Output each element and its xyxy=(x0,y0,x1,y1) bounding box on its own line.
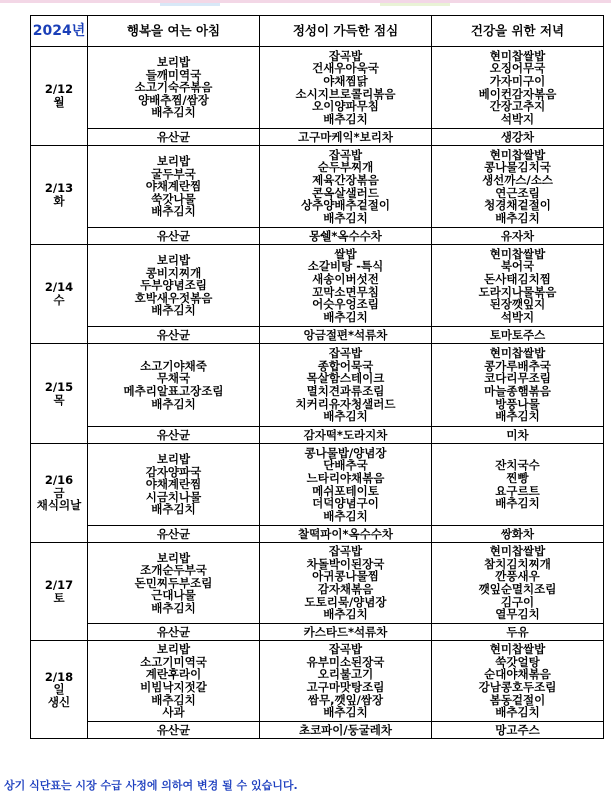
dinner-item: 콩가루배추국 xyxy=(484,358,551,373)
dinner-item: 배추김치 xyxy=(495,409,540,424)
lunch-item: 메쉬포테이토 xyxy=(312,483,379,498)
breakfast-item: 배추김치 xyxy=(151,396,196,411)
snack-row xyxy=(31,129,604,146)
dinner-item: 생선까스/소스 xyxy=(482,172,553,187)
header-row xyxy=(31,16,604,47)
day-note: 생신 xyxy=(47,694,71,709)
lunch-item: 고구마맛탕조림 xyxy=(306,680,385,694)
lunch-item: 치커리유자청샐러드 xyxy=(295,396,396,411)
breakfast-item: 조개순두부국 xyxy=(140,563,207,578)
breakfast-cell xyxy=(88,641,260,722)
breakfast-item: 계란후라이 xyxy=(145,667,202,682)
dinner-cell xyxy=(432,543,604,624)
dinner-item: 베이컨감자볶음 xyxy=(478,86,557,101)
day-row xyxy=(31,444,604,526)
snack-cell: 생강차 xyxy=(432,129,604,146)
lunch-item: 느타리야채볶음 xyxy=(306,470,385,485)
breakfast-item: 호박새우젓볶음 xyxy=(134,290,213,305)
snack-cell: 유산균 xyxy=(88,228,260,245)
lunch-cell xyxy=(260,344,432,427)
breakfast-item: 보리밥 xyxy=(156,55,191,70)
lunch-item: 꼬막소면무침 xyxy=(312,284,379,299)
dinner-item: 깻잎순멸치조림 xyxy=(478,582,557,596)
breakfast-item: 들깨미역국 xyxy=(145,67,202,82)
breakfast-item: 보리밥 xyxy=(156,550,191,565)
weekday-label: 토 xyxy=(53,590,65,605)
snack-cell: 고구마케익*보리차 xyxy=(260,129,432,146)
snack-row xyxy=(31,624,604,641)
dinner-cell xyxy=(432,444,604,526)
dinner-cell xyxy=(432,641,604,722)
lunch-item: 잡곡밥 xyxy=(328,346,363,361)
breakfast-item: 무채국 xyxy=(156,371,191,386)
dinner-item: 배추김치 xyxy=(495,496,540,511)
weekday-label: 목 xyxy=(53,392,65,407)
snack-cell: 유산균 xyxy=(88,327,260,344)
breakfast-item: 배추김치 xyxy=(151,204,196,219)
dinner-item: 배추김치 xyxy=(495,705,540,720)
lunch-item: 잡곡밥 xyxy=(328,147,363,162)
lunch-item: 종합어묵국 xyxy=(317,358,374,373)
lunch-item: 배추김치 xyxy=(323,508,368,523)
breakfast-item: 보리밥 xyxy=(156,452,191,467)
dinner-item: 간장고추지 xyxy=(489,99,546,114)
lunch-cell xyxy=(260,641,432,722)
dinner-item: 석박지 xyxy=(500,111,535,126)
breakfast-item: 근대나물 xyxy=(151,588,196,603)
dinner-item: 도라지나물볶음 xyxy=(478,284,557,299)
lunch-item: 멸치견과류조림 xyxy=(306,384,385,398)
snack-cell: 감자떡*도라지차 xyxy=(260,427,432,444)
lunch-item: 야채찜닭 xyxy=(323,73,368,88)
breakfast-item: 보리밥 xyxy=(156,154,191,169)
dinner-cell xyxy=(432,344,604,427)
dinner-item: 참치김치찌개 xyxy=(484,556,551,571)
day-cell xyxy=(31,245,88,344)
snack-cell: 찰떡파이*옥수수차 xyxy=(260,526,432,543)
lunch-item: 도토리묵/양념장 xyxy=(304,594,387,609)
year-cell: 2024년 xyxy=(31,16,88,47)
snack-cell: 두유 xyxy=(432,624,604,641)
breakfast-item: 콩비지찌개 xyxy=(145,265,202,280)
dinner-item: 찐빵 xyxy=(506,470,529,485)
dinner-item: 배추김치 xyxy=(495,210,540,225)
dinner-item: 현미찹쌀밥 xyxy=(489,246,546,261)
breakfast-item: 굴두부국 xyxy=(151,166,196,181)
breakfast-cell xyxy=(88,245,260,327)
snack-cell: 몽쉘*옥수수차 xyxy=(260,228,432,245)
menu-table xyxy=(30,15,604,739)
lunch-item: 감자채볶음 xyxy=(317,582,374,596)
dinner-item: 북어국 xyxy=(500,259,535,274)
snack-cell: 미차 xyxy=(432,427,604,444)
weekday-label: 금 xyxy=(53,485,65,500)
dinner-item: 콩나물김치국 xyxy=(484,160,551,175)
dinner-item: 연근조림 xyxy=(495,185,540,200)
dinner-item: 열무김치 xyxy=(495,607,540,622)
date-label: 2/15 xyxy=(44,379,74,394)
snack-cell: 유산균 xyxy=(88,129,260,146)
dinner-item: 코다리무조림 xyxy=(484,371,551,386)
lunch-cell xyxy=(260,543,432,624)
breakfast-item: 소고기야채죽 xyxy=(140,358,207,373)
breakfast-item: 두부양념조림 xyxy=(140,278,207,293)
day-row xyxy=(31,543,604,624)
snack-cell: 쌍화차 xyxy=(432,526,604,543)
breakfast-item: 보리밥 xyxy=(156,253,191,268)
lunch-item: 소시지브로콜리볶음 xyxy=(295,86,396,101)
breakfast-cell xyxy=(88,543,260,624)
date-label: 2/12 xyxy=(44,82,74,97)
snack-cell: 유자차 xyxy=(432,228,604,245)
day-row xyxy=(31,344,604,427)
weekday-label: 월 xyxy=(53,95,65,109)
breakfast-header: 행복을 여는 아침 xyxy=(88,16,260,47)
dinner-item: 봄동겉절이 xyxy=(489,692,546,707)
weekday-label: 일 xyxy=(53,682,65,697)
lunch-item: 소갈비탕 -특식 xyxy=(307,259,384,274)
lunch-item: 쌈무,깻잎/쌈장 xyxy=(307,692,384,707)
dinner-item: 마늘종햄볶음 xyxy=(484,384,551,398)
date-label: 2/17 xyxy=(44,577,74,592)
dinner-item: 현미찹쌀밥 xyxy=(489,544,546,559)
lunch-item: 순두부찌개 xyxy=(317,160,374,175)
breakfast-item: 사과 xyxy=(162,705,185,720)
snack-row xyxy=(31,228,604,245)
dinner-item: 현미찹쌀밥 xyxy=(489,48,546,63)
snack-cell: 망고주스 xyxy=(432,722,604,739)
snack-cell: 토마토주스 xyxy=(432,327,604,344)
day-cell xyxy=(31,641,88,739)
lunch-item: 배추김치 xyxy=(323,309,368,324)
snack-row xyxy=(31,327,604,344)
lunch-item: 유부미소된장국 xyxy=(306,654,385,669)
day-row xyxy=(31,47,604,129)
lunch-item: 오리불고기 xyxy=(317,667,374,682)
lunch-item: 잡곡밥 xyxy=(328,544,363,559)
day-cell xyxy=(31,543,88,641)
breakfast-item: 쑥갓나물 xyxy=(151,191,196,206)
dinner-item: 김구이 xyxy=(500,594,535,609)
dinner-cell xyxy=(432,47,604,129)
dinner-cell xyxy=(432,146,604,228)
date-label: 2/16 xyxy=(44,473,74,488)
lunch-item: 단배추국 xyxy=(323,458,368,473)
lunch-item: 목살함스테이크 xyxy=(306,371,385,386)
dinner-item: 순대야채볶음 xyxy=(484,667,551,682)
top-decoration xyxy=(0,0,611,10)
snack-cell: 유산균 xyxy=(88,624,260,641)
lunch-item: 제육간장볶음 xyxy=(312,172,379,187)
breakfast-item: 돈민찌두부조림 xyxy=(134,575,213,590)
breakfast-item: 배추김치 xyxy=(151,692,196,707)
snack-cell: 유산균 xyxy=(88,427,260,444)
snack-row xyxy=(31,427,604,444)
dinner-item: 현미찹쌀밥 xyxy=(489,642,546,657)
lunch-item: 잡곡밥 xyxy=(328,642,363,657)
breakfast-item: 소고기미역국 xyxy=(140,654,207,669)
breakfast-item: 야채계란찜 xyxy=(145,179,202,194)
lunch-item: 새송이버섯전 xyxy=(312,271,379,286)
lunch-item: 콩나물밥/양념장 xyxy=(304,445,387,460)
dinner-item: 요구르트 xyxy=(495,483,540,498)
snack-cell: 카스타드*석류차 xyxy=(260,624,432,641)
dinner-item: 강남콩호두조림 xyxy=(478,680,557,694)
dinner-item: 쑥갓얼탕 xyxy=(495,654,540,669)
date-label: 2/14 xyxy=(44,280,74,295)
lunch-item: 콘옥살샐러드 xyxy=(312,185,379,200)
weekday-label: 수 xyxy=(53,293,65,307)
breakfast-cell xyxy=(88,344,260,427)
breakfast-item: 시금치나물 xyxy=(145,489,202,504)
breakfast-item: 야채계란찜 xyxy=(145,477,202,492)
lunch-item: 차돌박이된장국 xyxy=(306,556,385,571)
lunch-item: 배추김치 xyxy=(323,210,368,225)
lunch-item: 쌀밥 xyxy=(334,246,357,261)
notice-text: 상기 식단표는 시장 수급 사정에 의하여 변경 될 수 있습니다. xyxy=(4,779,298,792)
breakfast-item: 메추리알표고장조림 xyxy=(123,384,224,398)
day-cell xyxy=(31,47,88,146)
lunch-item: 더덕양념구이 xyxy=(312,496,379,511)
breakfast-item: 보리밥 xyxy=(156,642,191,657)
dinner-cell xyxy=(432,245,604,327)
lunch-cell xyxy=(260,47,432,129)
snack-cell: 앙금절편*석류차 xyxy=(260,327,432,344)
dinner-item: 석박지 xyxy=(500,309,535,324)
lunch-cell xyxy=(260,245,432,327)
day-cell xyxy=(31,146,88,245)
lunch-header: 정성이 가득한 점심 xyxy=(260,16,432,47)
day-row xyxy=(31,641,604,722)
dinner-item: 잔치국수 xyxy=(495,458,540,473)
dinner-item: 청경채겉절이 xyxy=(484,198,551,213)
day-cell xyxy=(31,444,88,543)
lunch-item: 배추김치 xyxy=(323,607,368,622)
breakfast-item: 배추김치 xyxy=(151,303,196,318)
lunch-item: 오이양파무침 xyxy=(312,99,379,114)
breakfast-cell xyxy=(88,47,260,129)
breakfast-item: 양배추찜/쌈장 xyxy=(138,92,209,107)
day-row xyxy=(31,245,604,327)
snack-cell: 초코파이/둥굴레차 xyxy=(260,722,432,739)
dinner-item: 현미찹쌀밥 xyxy=(489,346,546,361)
date-label: 2/13 xyxy=(44,181,74,196)
menu-body xyxy=(31,47,604,739)
breakfast-item: 소고기숙주볶음 xyxy=(134,80,213,95)
date-label: 2/18 xyxy=(44,669,74,684)
breakfast-item: 감자양파국 xyxy=(145,464,202,479)
breakfast-item: 비빔낙지젓갈 xyxy=(140,680,207,694)
dinner-item: 된장깻잎지 xyxy=(489,297,546,312)
snack-row xyxy=(31,526,604,543)
breakfast-item: 배추김치 xyxy=(151,105,196,120)
breakfast-cell xyxy=(88,146,260,228)
dinner-item: 오징어무국 xyxy=(489,61,546,76)
dinner-item: 가자미구이 xyxy=(489,73,546,88)
weekday-label: 화 xyxy=(53,194,65,208)
dinner-item: 현미찹쌀밥 xyxy=(489,147,546,162)
day-note: 채식의날 xyxy=(36,498,82,513)
day-row xyxy=(31,146,604,228)
lunch-item: 배추김치 xyxy=(323,111,368,126)
lunch-item: 배추김치 xyxy=(323,705,368,720)
lunch-item: 어슷우엉조림 xyxy=(312,297,379,312)
dinner-item: 돈사태김치찜 xyxy=(484,271,551,286)
snack-row xyxy=(31,722,604,739)
snack-cell: 유산균 xyxy=(88,722,260,739)
lunch-item: 건새우아욱국 xyxy=(312,61,379,76)
dinner-item: 방풍나물 xyxy=(495,396,540,411)
snack-cell: 유산균 xyxy=(88,526,260,543)
dinner-header: 건강을 위한 저녁 xyxy=(432,16,604,47)
lunch-cell xyxy=(260,146,432,228)
lunch-item: 잡곡밥 xyxy=(328,48,363,63)
day-cell xyxy=(31,344,88,444)
lunch-item: 배추김치 xyxy=(323,409,368,424)
breakfast-item: 배추김치 xyxy=(151,502,196,517)
breakfast-cell xyxy=(88,444,260,526)
lunch-cell xyxy=(260,444,432,526)
dinner-item: 깐풍새우 xyxy=(495,569,540,584)
lunch-item: 아귀콩나물찜 xyxy=(312,569,379,584)
breakfast-item: 배추김치 xyxy=(151,600,196,615)
lunch-item: 상추양배추겉절이 xyxy=(301,198,390,213)
